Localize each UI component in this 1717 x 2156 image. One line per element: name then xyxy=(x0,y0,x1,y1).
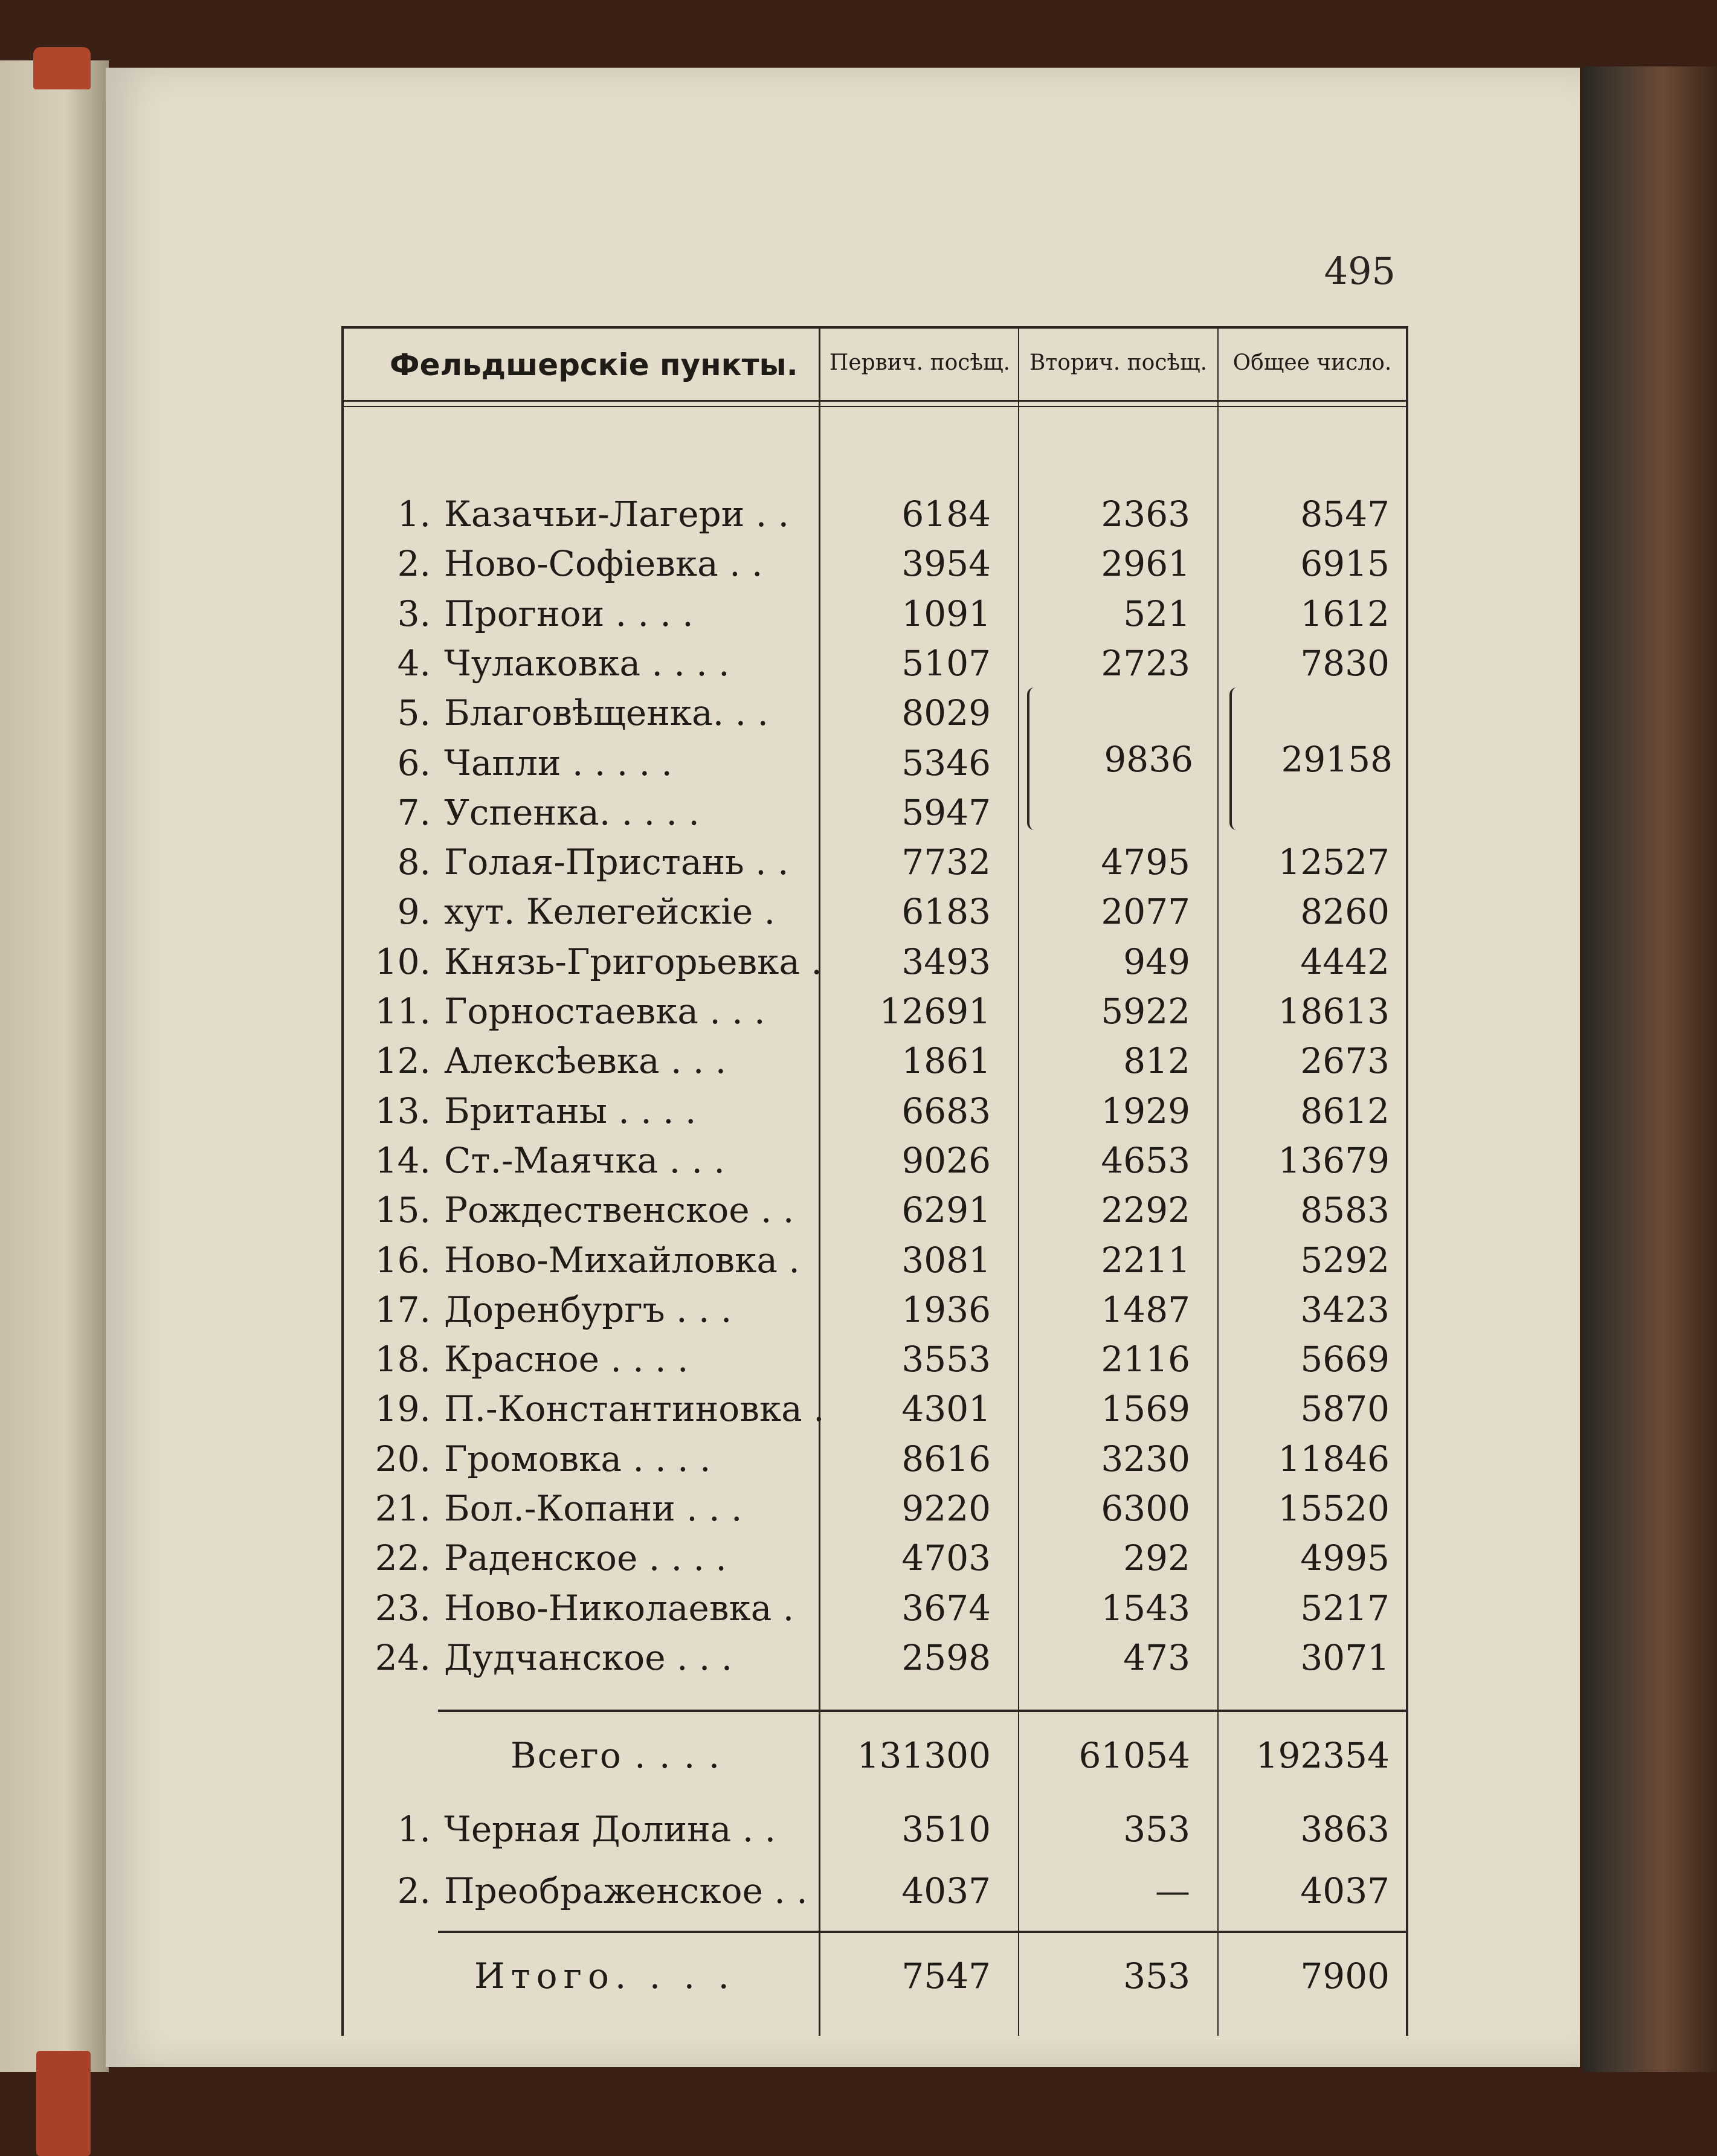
row-total: 18613 xyxy=(1278,991,1390,1032)
table-row xyxy=(341,1804,1408,1854)
row-number: 8. xyxy=(397,841,431,883)
row-secondary: 1929 xyxy=(1101,1090,1190,1131)
row-secondary: 4653 xyxy=(1101,1139,1190,1181)
row-total: 8612 xyxy=(1300,1090,1390,1131)
row-number: 22. xyxy=(375,1537,431,1579)
table-row xyxy=(341,1633,1408,1682)
row-secondary: 1487 xyxy=(1101,1289,1190,1330)
row-name: Успенка. . . . . xyxy=(444,791,700,833)
table-row xyxy=(341,688,1408,738)
row-secondary: 5922 xyxy=(1101,991,1190,1032)
table-row xyxy=(341,937,1408,986)
row-total: 4995 xyxy=(1300,1537,1390,1579)
row-primary: 1091 xyxy=(901,593,991,634)
row-name: Рождественское . . xyxy=(444,1189,794,1231)
row-secondary: 1543 xyxy=(1101,1587,1190,1629)
table-row xyxy=(341,1185,1408,1235)
row-number: 11. xyxy=(375,991,431,1032)
row-secondary: 3230 xyxy=(1101,1438,1190,1479)
row-primary: 3674 xyxy=(901,1587,991,1629)
subtotal-rule xyxy=(438,1710,1408,1712)
row-secondary: 1569 xyxy=(1101,1388,1190,1430)
book-page xyxy=(106,68,1580,2067)
row-secondary: 812 xyxy=(1123,1040,1190,1082)
table-row xyxy=(341,1136,1408,1185)
header-rule-1 xyxy=(341,400,1408,402)
header-name: Фельдшерскiе пункты. xyxy=(390,347,798,382)
row-primary: 6183 xyxy=(901,891,991,933)
row-number: 5. xyxy=(397,692,431,734)
header-primary: Первич. посѣщ. xyxy=(829,350,1011,375)
row-total: 1612 xyxy=(1300,593,1390,634)
row-total: 3071 xyxy=(1300,1636,1390,1678)
feldsher-points-table xyxy=(341,326,1408,2036)
row-number: 14. xyxy=(375,1139,431,1181)
row-primary: 3493 xyxy=(901,941,991,982)
row-primary: 7732 xyxy=(901,841,991,883)
row-primary: 6184 xyxy=(901,494,991,535)
table-top-border xyxy=(341,326,1408,329)
grand-total-row xyxy=(341,1951,1408,2001)
row-total: 13679 xyxy=(1278,1139,1390,1181)
table-row xyxy=(341,986,1408,1036)
row-primary: 4301 xyxy=(901,1388,991,1430)
row-number: 4. xyxy=(397,642,431,684)
row-primary: 3081 xyxy=(901,1239,991,1281)
row-name: Дудчанское . . . xyxy=(444,1636,733,1678)
row-number: 16. xyxy=(375,1239,431,1281)
row-number: 3. xyxy=(397,593,431,634)
subtotal-primary: 131300 xyxy=(857,1735,991,1776)
row-primary: 5107 xyxy=(901,642,991,684)
table-row xyxy=(341,1533,1408,1583)
grand-total-total: 7900 xyxy=(1300,1955,1390,1997)
row-number: 1. xyxy=(397,1809,431,1850)
row-secondary: 292 xyxy=(1123,1537,1190,1579)
row-secondary: 949 xyxy=(1123,941,1190,982)
row-total: 2673 xyxy=(1300,1040,1390,1082)
row-name: Ново-Михайловка . xyxy=(444,1239,800,1281)
row-total: 4442 xyxy=(1300,941,1390,982)
row-total: 6915 xyxy=(1300,543,1390,585)
row-total: 8583 xyxy=(1300,1189,1390,1231)
bookmark-ribbon-bottom xyxy=(36,2051,91,2156)
table-row xyxy=(341,539,1408,588)
row-number: 15. xyxy=(375,1189,431,1231)
row-primary: 12691 xyxy=(879,991,991,1032)
row-name: хут. Келегейскiе . xyxy=(444,891,776,933)
row-name: Прогнои . . . . xyxy=(444,593,694,634)
page-number: 495 xyxy=(1324,249,1396,293)
row-primary: 4037 xyxy=(901,1870,991,1911)
row-number: 20. xyxy=(375,1438,431,1479)
row-name: Черная Долина . . xyxy=(444,1809,776,1850)
row-primary: 5346 xyxy=(901,742,991,784)
grand-total-primary: 7547 xyxy=(901,1955,991,1997)
header-secondary: Вторич. посѣщ. xyxy=(1029,350,1208,375)
table-row xyxy=(341,1583,1408,1633)
row-total: 5217 xyxy=(1300,1587,1390,1629)
row-primary: 8616 xyxy=(901,1438,991,1479)
row-name: Громовка . . . . xyxy=(444,1438,711,1479)
row-total: 3863 xyxy=(1300,1809,1390,1850)
table-row xyxy=(341,788,1408,837)
table-row xyxy=(341,1434,1408,1484)
row-primary: 3553 xyxy=(901,1339,991,1380)
row-number: 19. xyxy=(375,1388,431,1430)
row-number: 17. xyxy=(375,1289,431,1330)
row-total: 4037 xyxy=(1300,1870,1390,1911)
row-name: Горностаевка . . . xyxy=(444,991,765,1032)
row-name: Доренбургъ . . . xyxy=(444,1289,732,1330)
row-total: 11846 xyxy=(1278,1438,1390,1479)
table-row xyxy=(341,1235,1408,1285)
row-secondary: 521 xyxy=(1123,593,1190,634)
row-primary: 5947 xyxy=(901,791,991,833)
row-primary: 1861 xyxy=(901,1040,991,1082)
row-secondary: 2077 xyxy=(1101,891,1190,933)
subtotal-secondary: 61054 xyxy=(1078,1735,1190,1776)
row-name: Бол.-Копани . . . xyxy=(444,1488,743,1529)
row-total: 8260 xyxy=(1300,891,1390,933)
table-row xyxy=(341,589,1408,639)
row-name: Благовѣщенка. . . xyxy=(444,692,768,734)
row-number: 6. xyxy=(397,742,431,784)
merged-secondary-5-7: 9836 xyxy=(1104,739,1193,780)
grand-total-label: Итого. . . . xyxy=(474,1955,735,1997)
row-name: Князь-Григорьевка . xyxy=(444,941,822,982)
row-primary: 3954 xyxy=(901,543,991,585)
subtotal-total: 192354 xyxy=(1255,1735,1390,1776)
row-primary: 6291 xyxy=(901,1189,991,1231)
table-row xyxy=(341,1036,1408,1086)
row-name: Казачьи-Лагери . . xyxy=(444,494,790,535)
row-primary: 1936 xyxy=(901,1289,991,1330)
row-secondary: 353 xyxy=(1123,1809,1190,1850)
row-total: 12527 xyxy=(1278,841,1390,883)
row-number: 12. xyxy=(375,1040,431,1082)
row-name: Голая-Пристань . . xyxy=(444,841,789,883)
row-total: 8547 xyxy=(1300,494,1390,535)
row-secondary: 473 xyxy=(1123,1636,1190,1678)
row-primary: 3510 xyxy=(901,1809,991,1850)
row-name: Британы . . . . xyxy=(444,1090,697,1131)
book-binding-edge xyxy=(1583,66,1717,2072)
row-secondary: — xyxy=(1155,1870,1190,1911)
adjacent-page-edge xyxy=(0,60,109,2072)
row-number: 13. xyxy=(375,1090,431,1131)
row-number: 1. xyxy=(397,494,431,535)
row-secondary: 2292 xyxy=(1101,1189,1190,1231)
row-number: 10. xyxy=(375,941,431,982)
row-secondary: 6300 xyxy=(1101,1488,1190,1529)
row-number: 2. xyxy=(397,1870,431,1911)
table-row xyxy=(341,1484,1408,1533)
header-total: Общее число. xyxy=(1232,350,1392,375)
table-row xyxy=(341,1086,1408,1136)
bookmark-ribbon-top xyxy=(33,47,91,89)
row-name: Раденское . . . . xyxy=(444,1537,727,1579)
row-name: Алексѣевка . . . xyxy=(444,1040,727,1082)
row-total: 7830 xyxy=(1300,642,1390,684)
row-number: 21. xyxy=(375,1488,431,1529)
table-row xyxy=(341,1384,1408,1434)
table-row xyxy=(341,1334,1408,1384)
merged-total-5-7: 29158 xyxy=(1281,739,1393,780)
subtotal-row xyxy=(341,1731,1408,1780)
row-number: 2. xyxy=(397,543,431,585)
row-name: Ново-Софiевка . . xyxy=(444,543,763,585)
header-rule-2 xyxy=(341,406,1408,407)
row-number: 18. xyxy=(375,1339,431,1380)
row-total: 15520 xyxy=(1278,1488,1390,1529)
row-secondary: 2961 xyxy=(1101,543,1190,585)
row-name: Чулаковка . . . . xyxy=(444,642,730,684)
table-row xyxy=(341,887,1408,936)
row-total: 5870 xyxy=(1300,1388,1390,1430)
row-total: 5669 xyxy=(1300,1339,1390,1380)
row-number: 9. xyxy=(397,891,431,933)
row-secondary: 2723 xyxy=(1101,642,1190,684)
row-name: Преображенское . . xyxy=(444,1870,808,1911)
table-row xyxy=(341,1285,1408,1334)
row-number: 23. xyxy=(375,1587,431,1629)
row-secondary: 4795 xyxy=(1101,841,1190,883)
row-number: 24. xyxy=(375,1636,431,1678)
row-number: 7. xyxy=(397,791,431,833)
row-secondary: 2363 xyxy=(1101,494,1190,535)
subtotal-label: Всего . . . . xyxy=(511,1735,721,1776)
table-row xyxy=(341,489,1408,539)
row-name: Красное . . . . xyxy=(444,1339,689,1380)
grand-total-secondary: 353 xyxy=(1123,1955,1190,1997)
row-secondary: 2116 xyxy=(1101,1339,1190,1380)
row-name: Ново-Николаевка . xyxy=(444,1587,794,1629)
row-primary: 8029 xyxy=(901,692,991,734)
row-primary: 4703 xyxy=(901,1537,991,1579)
row-primary: 9026 xyxy=(901,1139,991,1181)
row-name: Чапли . . . . . xyxy=(444,742,672,784)
table-row xyxy=(341,639,1408,688)
table-row xyxy=(341,837,1408,887)
row-name: П.-Константиновка . xyxy=(444,1388,825,1430)
row-primary: 6683 xyxy=(901,1090,991,1131)
grand-total-rule xyxy=(438,1931,1408,1933)
row-name: Ст.-Маячка . . . xyxy=(444,1139,725,1181)
row-total: 5292 xyxy=(1300,1239,1390,1281)
table-row xyxy=(341,1866,1408,1916)
row-primary: 9220 xyxy=(901,1488,991,1529)
row-primary: 2598 xyxy=(901,1636,991,1678)
row-total: 3423 xyxy=(1300,1289,1390,1330)
row-secondary: 2211 xyxy=(1101,1239,1190,1281)
